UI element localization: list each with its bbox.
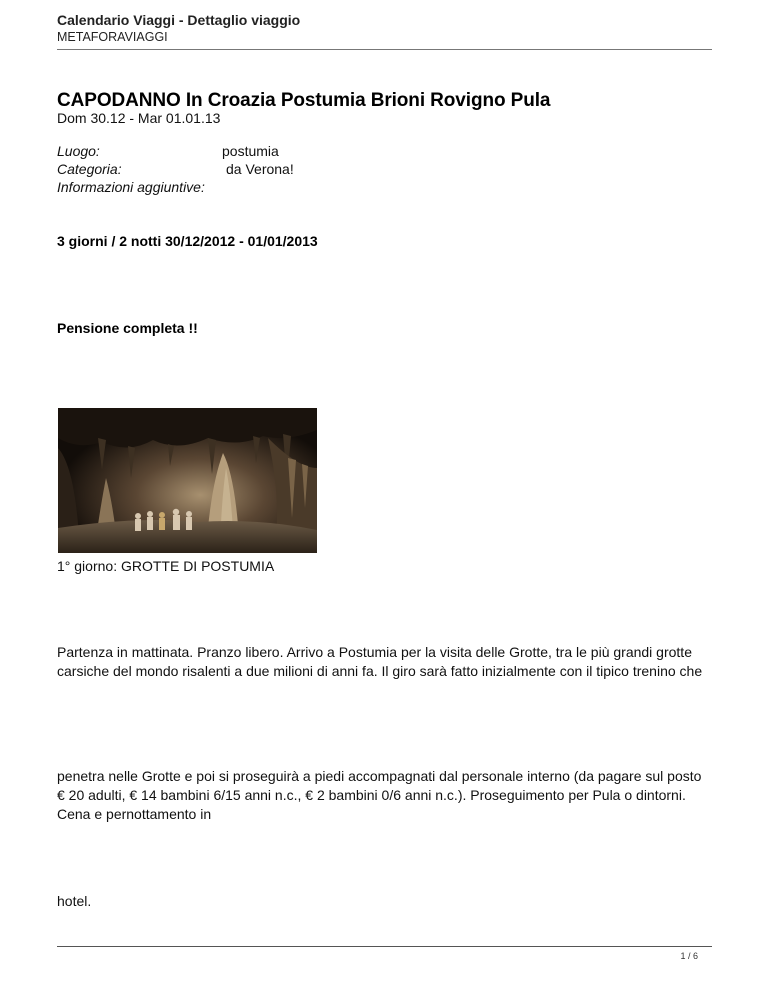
trip-title: CAPODANNO In Croazia Postumia Brioni Rovigno Pula	[57, 90, 551, 111]
day1-paragraph-1: Partenza in mattinata. Pranzo libero. Arrivo a Postumia per la visita delle Grotte, tra le più grandi grotte carsiche del mondo risalenti a due milioni di anni fa. Il giro sarà fatto inizialmente con il tipico trenino che	[57, 644, 703, 679]
page-number: 1 / 6	[680, 951, 698, 961]
document-header-title: Calendario Viaggi - Dettaglio viaggio	[57, 12, 301, 28]
day1-paragraph-2: penetra nelle Grotte e poi si proseguirà a piedi accompagnati dal personale interno (da pagare sul posto € 20 adulti, € 14 bambini 6/15 anni n.c., € 2 bambini 0/6 anni n.c.). Proseguimento per Pula o dintorni. Cena e pernottamento in	[57, 768, 702, 822]
luogo-label: Luogo:	[57, 143, 100, 159]
cave-photo	[58, 408, 317, 553]
informazioni-aggiuntive-label: Informazioni aggiuntive:	[57, 179, 205, 195]
categoria-label: Categoria:	[57, 161, 122, 177]
trip-dates: Dom 30.12 - Mar 01.01.13	[57, 110, 221, 126]
footer-divider	[57, 946, 712, 947]
luogo-value: postumia	[222, 143, 279, 159]
header-divider	[57, 49, 712, 50]
categoria-value: da Verona!	[226, 161, 294, 177]
day1-caption: 1° giorno: GROTTE DI POSTUMIA	[57, 558, 275, 574]
board-type: Pensione completa !!	[57, 320, 198, 336]
document-header-subtitle: METAFORAVIAGGI	[57, 30, 168, 44]
trip-duration: 3 giorni / 2 notti 30/12/2012 - 01/01/2013	[57, 233, 318, 249]
day1-paragraph-3: hotel.	[57, 893, 92, 909]
